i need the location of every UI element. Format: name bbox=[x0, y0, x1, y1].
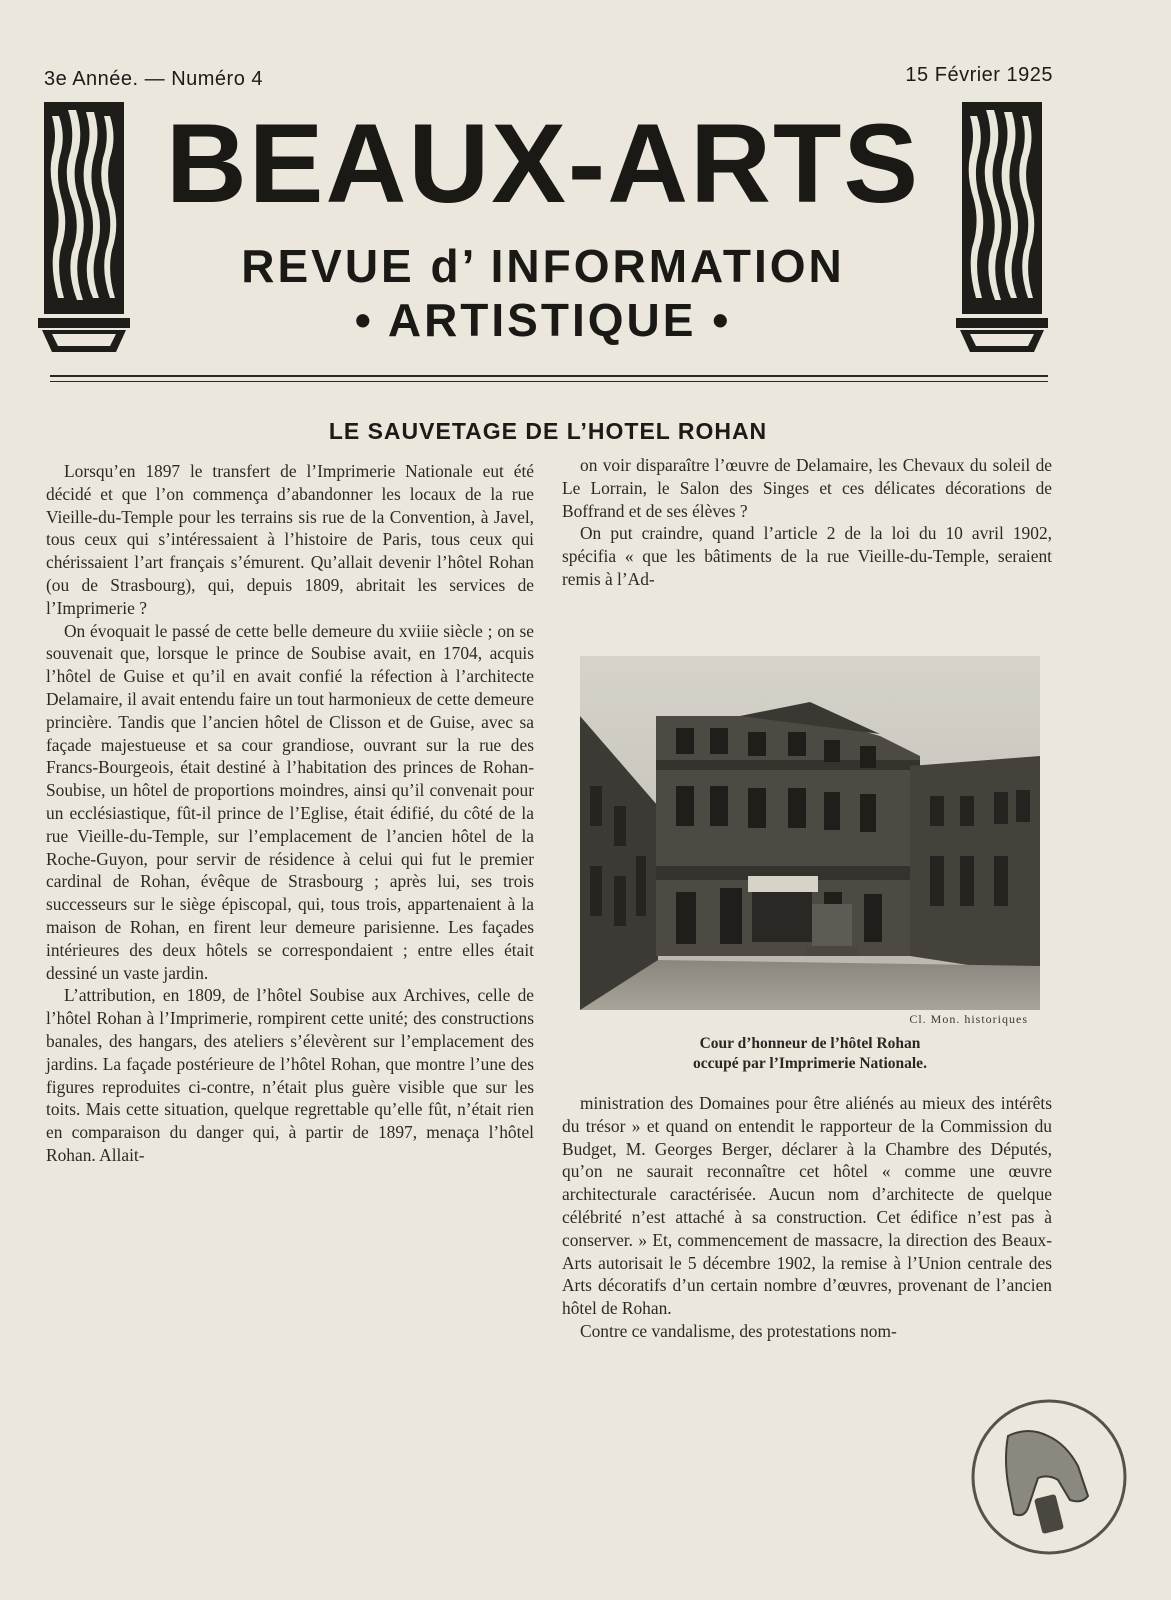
article-column-right-top bbox=[562, 454, 1052, 591]
ornamental-pillar-icon bbox=[956, 96, 1048, 354]
paragraph: on voir disparaître l’œuvre de Delamaire, les Chevaux du soleil de Le Lorrain, le Salon des Singes et ces délicates décorations de Boffrand et de ses élèves ? bbox=[562, 455, 1052, 521]
ornamental-pillar-icon bbox=[38, 96, 130, 354]
caption-line: occupé par l’Imprimerie Nationale. bbox=[693, 1055, 927, 1072]
paragraph: Lorsqu’en 1897 le transfert de l’Imprimerie Nationale eut été décidé et que l’on commença d’abandonner les locaux de la rue Vieille-du-Temple pour les terrains sis rue de la Convention, à Javel, tous ceux qui s’intéressaient à l’histoire de Paris, tous ceux qui chérissaient l’art français s’émurent. Qu’allait devenir l’hôtel Rohan (ou de Strasbourg), qui, depuis 1809, abritait les services de l’Imprimerie ? bbox=[46, 461, 534, 618]
masthead-subtitle-2: • ARTISTIQUE • bbox=[354, 294, 732, 346]
photo-credit: Cl. Mon. historiques bbox=[909, 1012, 1028, 1026]
paragraph: L’attribution, en 1809, de l’hôtel Soubise aux Archives, celle de l’hôtel Rohan à l’Imprimerie, rompirent cette unité; des constructions banales, des hangars, des ateliers s’élevèrent sur l’emplacement des jardins. La façade postérieure de l’hôtel Rohan, que montre l’une des figures reproduites ci-contre, n’était plus guère visible que sur les toits. Mais cette situation, quelque regrettable qu’elle fût, n’était rien en comparaison du danger qui, à partir de 1897, menaça l’hôtel Rohan. Allait- bbox=[46, 985, 534, 1165]
masthead-subtitle: REVUE d’ INFORMATION bbox=[241, 240, 845, 292]
courtyard-photo bbox=[580, 656, 1040, 1010]
masthead-title: BEAUX-ARTS bbox=[165, 101, 921, 226]
photo-caption bbox=[560, 1034, 1060, 1074]
paragraph: On évoquait le passé de cette belle demeure du xviiie siècle ; on se souvenait que, lorsque le prince de Soubise avait, en 1704, acquis l’hôtel de Guise et qu’il en avait confié la réfection à l’architecte Delamaire, il avait entendu faire un tout harmonieux de cette demeure princière. Tandis que l’ancien hôtel de Clisson et de Guise, avec sa façade majestueuse et sa cour grandiose, ouvrant sur la rue des Francs-Bourgeois, était destiné à l’habitation des princes de Rohan-Soubise, un hôtel de proportions moindres, ainsi qu’il convenait pour un ecclésiastique, fût-il prince de l’Eglise, était édifié, du côté de la rue Vieille-du-Temple, sur l’emplacement de l’ancien hôtel de la Roche-Guyon, pour servir de résidence à celui qui fut le premier cardinal de Rohan, évêque de Strasbourg ; après lui, ses trois successeurs sur le siège épiscopal, qui, tous trois, appartenaient à la maison de Rohan, en firent leur demeure parisienne. Les façades intérieures des deux hôtels se correspondaient ; entre elles était dessiné un vaste jardin. bbox=[46, 620, 534, 983]
article-column-right-bottom bbox=[562, 1092, 1052, 1343]
issue-date: 15 Février 1925 bbox=[905, 64, 1053, 86]
article-column-left bbox=[46, 460, 534, 1420]
caption-line: Cour d’honneur de l’hôtel Rohan bbox=[699, 1035, 921, 1052]
masthead-rule bbox=[50, 375, 1048, 377]
issue-number: 3e Année. — Numéro 4 bbox=[44, 68, 264, 90]
paragraph: ministration des Domaines pour être aliénés au mieux des intérêts du trésor » et quand on entendit le rapporteur de la Commission du Budget, M. Georges Berger, déclarer à la Chambre des Députés, qu’on ne saurait reconnaître cet hôtel « comme une œuvre architecturale caractérisée. Aucun nom d’architecte de quelque célébrité n’est attaché à sa construction. Cet édifice n’est pas à conserver. » Et, commencement de massacre, la direction des Beaux-Arts autorisait le 5 décembre 1902, la remise à l’Union centrale des Arts décoratifs d’un certain nombre d’œuvres, provenant de l’ancien hôtel de Rohan. bbox=[562, 1093, 1052, 1319]
masthead-rule-thin bbox=[50, 381, 1048, 382]
article-headline: LE SAUVETAGE DE L’HOTEL ROHAN bbox=[328, 418, 768, 444]
paragraph: Contre ce vandalisme, des protestations nom- bbox=[580, 1320, 897, 1341]
paragraph: On put craindre, quand l’article 2 de la loi du 10 avril 1902, spécifia « que les bâtiments de la rue Vieille-du-Temple, seraient remis à l’Ad- bbox=[562, 523, 1052, 589]
hand-seal-stamp-icon bbox=[968, 1396, 1130, 1558]
